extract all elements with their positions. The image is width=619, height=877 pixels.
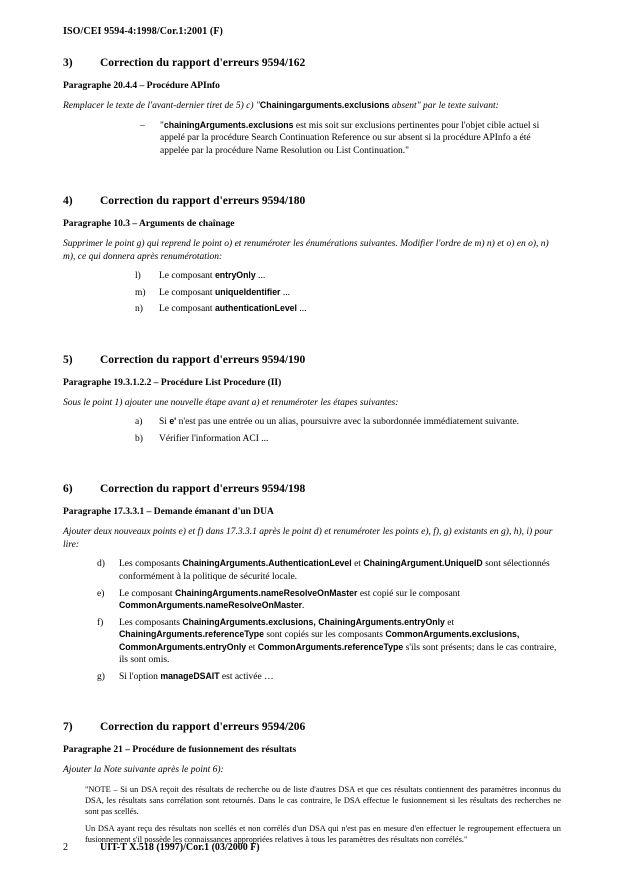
- item-text: Si l'option manageDSAIT est activée …: [119, 670, 274, 682]
- list-item: [97, 671, 561, 684]
- item-text: Si e' n'est pas une entrée ou un alias, poursuivre avec la subordonnée immédiatement suivante.: [159, 416, 520, 428]
- item-text: Le composant authenticationLevel ...: [159, 303, 307, 315]
- list-item: [140, 120, 561, 158]
- list-item: [97, 588, 561, 613]
- item-text: Le composant uniqueIdentifier ...: [159, 286, 290, 298]
- paragraph-heading: Paragraphe 21 – Procédure de fusionnement des résultats: [63, 745, 297, 756]
- list-item: [135, 270, 561, 283]
- section-heading: [63, 195, 561, 207]
- section-5: [63, 354, 561, 446]
- item-label: m): [135, 287, 146, 298]
- note-paragraph: Un DSA ayant reçu des résultats non scellés et non corrélés d'un DSA qui n'est pas en mesure d'en effectuer le regroupement effectuera un fusionnement s'il possède les connaissances appropriées relatives à tous les paramètres des résultats non corrélés.": [85, 823, 561, 844]
- item-label: –: [140, 120, 145, 131]
- list-item: [135, 416, 561, 429]
- section-title: Correction du rapport d'erreurs 9594/206: [100, 721, 306, 734]
- edit-instruction: Ajouter deux nouveaux points e) et f) dans 17.3.3.1 après le point d) et renuméroter les points e), f), g) existants en g), h), i) pour lire:: [63, 527, 553, 550]
- item-text: "chainingArguments.exclusions est mis soit sur exclusions pertinentes pour l'objet cible actuel si appelé par la procédure Search Continuation Reference ou sur absent si la procédure APInfo a été appelée par la procédure Name Resolution ou List Continuation.": [160, 119, 540, 156]
- page-number: 2: [63, 842, 68, 853]
- edit-instruction: Sous le point 1) ajouter une nouvelle étape avant a) et renuméroter les étapes suivantes:: [63, 397, 399, 408]
- footer-title: UIT-T X.518 (1997)/Cor.1 (03/2000 F): [100, 842, 260, 853]
- item-label: b): [135, 433, 143, 444]
- edit-instruction: Remplacer le texte de l'avant-dernier tiret de 5) c) "Chainingarguments.exclusions absent" par le texte suivant:: [63, 100, 499, 111]
- section-heading: [63, 354, 561, 366]
- paragraph-heading: Paragraphe 17.3.3.1 – Demande émanant d'un DUA: [63, 507, 274, 518]
- page-footer: [63, 842, 260, 853]
- item-label: a): [135, 417, 143, 428]
- document-header: ISO/CEI 9594-4:1998/Cor.1:2001 (F): [63, 26, 223, 37]
- item-text: Les composants ChainingArguments.exclusions, ChainingArguments.entryOnly et ChainingArguments.referenceType sont copiés sur les composants CommonArguments.exclusions, CommonArguments.entryOnly et CommonArguments.referenceType s'ils sont présents; dans le cas contraire, ils sont omis.: [119, 616, 557, 666]
- section-heading: [63, 57, 561, 69]
- list-item: [135, 433, 561, 446]
- section-heading: [63, 721, 561, 733]
- item-label: d): [97, 559, 105, 570]
- paragraph-heading: Paragraphe 10.3 – Arguments de chaînage: [63, 219, 235, 230]
- item-label: l): [135, 271, 141, 282]
- paragraph-heading: Paragraphe 19.3.1.2.2 – Procédure List Procedure (II): [63, 377, 282, 388]
- section-3: [63, 57, 561, 157]
- section-title: Correction du rapport d'erreurs 9594/180: [100, 195, 306, 208]
- item-text: Le composant entryOnly ...: [159, 270, 266, 282]
- section-6: [63, 483, 561, 683]
- edit-instruction: Ajouter la Note suivante après le point 6):: [63, 765, 224, 776]
- note-block: [85, 784, 561, 845]
- list-item: [135, 303, 561, 316]
- item-text: Le composant ChainingArguments.nameResolveOnMaster est copié sur le composant CommonArguments.nameResolveOnMaster.: [119, 587, 461, 612]
- paragraph-heading: Paragraphe 20.4.4 – Procédure APInfo: [63, 81, 220, 91]
- item-text: Vérifier l'information ACI ...: [159, 433, 269, 444]
- edit-instruction: Supprimer le point g) qui reprend le point o) et renuméroter les énumérations suivantes. Modifier l'ordre de m) n) et o) en o), n) m), ce qui donnera après renumérotation:: [63, 239, 549, 262]
- section-number: 3): [63, 57, 73, 69]
- item-text: Les composants ChainingArguments.AuthenticationLevel et ChainingArgument.UniqueID sont sélectionnés conformément à la politique de sécurité locale.: [119, 558, 550, 582]
- item-label: n): [135, 304, 143, 315]
- note-paragraph: "NOTE – Si un DSA reçoit des résultats de recherche ou de liste d'autres DSA et que ces résultats contiennent des paramètres inconnus du DSA, les résultats sans corrélation sont retournés. Dans le cas contraire, le DSA effectue le fusionnement si les résultats des recherches ne sont pas scellés.: [85, 784, 561, 817]
- section-4: [63, 195, 561, 316]
- section-title: Correction du rapport d'erreurs 9594/198: [100, 483, 306, 496]
- section-title: Correction du rapport d'erreurs 9594/162: [100, 57, 306, 69]
- section-7: [63, 721, 561, 845]
- list-item: [97, 617, 561, 667]
- section-heading: [63, 483, 561, 495]
- item-label: g): [97, 671, 105, 682]
- section-title: Correction du rapport d'erreurs 9594/190: [100, 353, 306, 366]
- item-label: f): [97, 617, 104, 628]
- section-number: 5): [63, 353, 73, 366]
- section-number: 4): [63, 195, 73, 208]
- section-number: 7): [63, 721, 73, 734]
- list-item: [135, 287, 561, 300]
- item-label: e): [97, 588, 105, 599]
- section-number: 6): [63, 483, 73, 496]
- list-item: [97, 558, 561, 583]
